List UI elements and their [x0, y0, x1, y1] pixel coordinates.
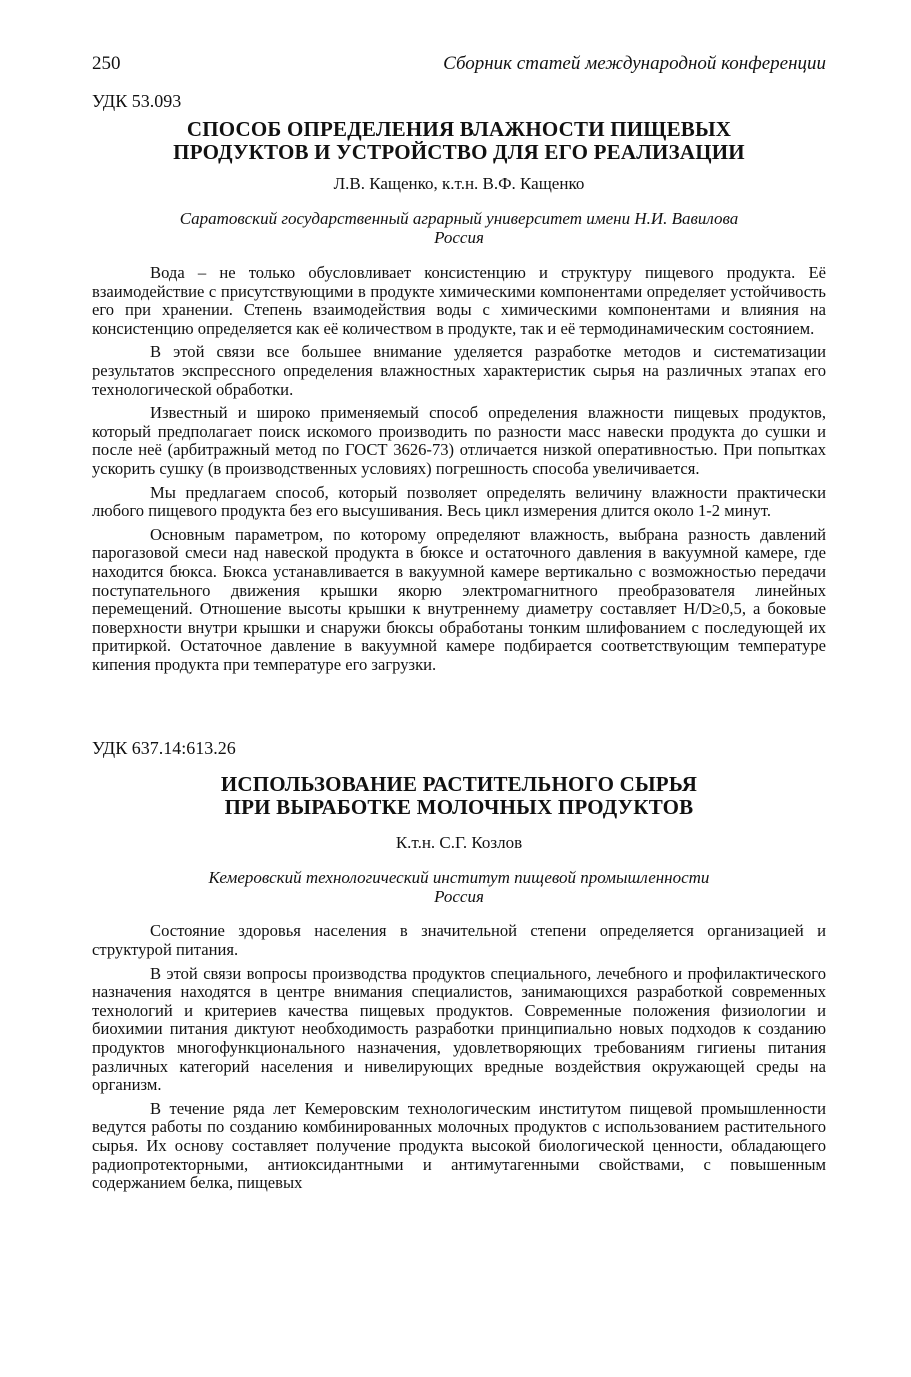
- authors: Л.В. Кащенко, к.т.н. В.Ф. Кащенко: [333, 174, 585, 193]
- affiliation-country: Россия: [434, 887, 484, 907]
- collection-title: Сборник статей международной конференции: [443, 53, 826, 74]
- running-head: [92, 52, 826, 76]
- paragraph: Известный и широко применяемый способ определения влажности пищевых продуктов, который предполагает поиск искомого производить по разности масс навески продукта до сушки и после неё (арбитражный метод по ГОСТ 3626-73) отличается низкой оперативностью. При попытках ускорить сушку (в производственных условиях) погрешность способа увеличивается.: [92, 403, 826, 478]
- article-separator: [92, 679, 826, 737]
- udc-code: УДК 637.14:613.26: [92, 738, 236, 759]
- article-title-line: ПРОДУКТОВ И УСТРОЙСТВО ДЛЯ ЕГО РЕАЛИЗАЦИИ: [173, 140, 745, 164]
- affiliation: [92, 209, 826, 247]
- article-title-line: СПОСОБ ОПРЕДЕЛЕНИЯ ВЛАЖНОСТИ ПИЩЕВЫХ: [186, 117, 732, 141]
- article-title-line: ИСПОЛЬЗОВАНИЕ РАСТИТЕЛЬНОГО СЫРЬЯ: [220, 772, 698, 797]
- article-title-line: ПРИ ВЫРАБОТКЕ МОЛОЧНЫХ ПРОДУКТОВ: [224, 795, 694, 820]
- udc-code: УДК 53.093: [92, 91, 182, 111]
- paragraph: Мы предлагаем способ, который позволяет определять величину влажности практически любого пищевого продукта без его высушивания. Весь цикл измерения длится около 1-2 минут.: [92, 482, 826, 521]
- article-1: [92, 90, 826, 674]
- affiliation: [92, 868, 826, 906]
- affiliation-line: Кемеровский технологический институт пищевой промышленности: [208, 868, 710, 888]
- article-body: [92, 922, 826, 1192]
- article-2: [92, 737, 826, 1192]
- paragraph: В течение ряда лет Кемеровским технологическим институтом пищевой промышленности ведутся работы по созданию комбинированных молочных продуктов с использованием растительного сырья. Их основу составляет получение продукта высокой биологической ценности, обладающего радиопротекторными, антиоксидантными и антимутагенными свойствами, с повышенным содержанием белка, пищевых: [92, 1098, 826, 1193]
- article-body: [92, 264, 826, 674]
- article-title: [92, 118, 826, 164]
- article-title: [92, 773, 826, 819]
- paragraph: Вода – не только обусловливает консистенцию и структуру пищевого продукта. Её взаимодействие с присутствующими в продукте химическими компонентами определяет устойчивость его при хранении. Степень взаимодействия воды с химическими компонентами и влияния на консистенцию определяется как её количеством в продукте, так и её термодинамическим состоянием.: [92, 263, 826, 338]
- affiliation-line: Саратовский государственный аграрный университет имени Н.И. Вавилова: [179, 209, 739, 228]
- affiliation-country: Россия: [434, 228, 484, 247]
- paragraph: В этой связи все большее внимание уделяется разработке методов и систематизации результатов экспрессного определения влажностных характеристик сырья на различных этапах его технологической обработки.: [92, 342, 826, 399]
- authors: К.т.н. С.Г. Козлов: [395, 833, 523, 853]
- page-number: 250: [92, 53, 121, 74]
- page: [92, 52, 826, 1198]
- paragraph: В этой связи вопросы производства продуктов специального, лечебного и профилактического назначения находятся в центре внимания специалистов, занимающихся разработкой современных технологий и критериев качества пищевых продуктов. Современные положения физиологии и биохимии питания диктуют необходимость разработки принципиально новых подходов к созданию продуктов многофункционального назначения, удовлетворяющих требованиям гигиены питания различных категорий населения и нивелирующих вредные воздействия окружающей среды на организм.: [92, 963, 826, 1095]
- paragraph: Основным параметром, по которому определяют влажность, выбрана разность давлений парогазовой смеси над навеской продукта в бюксе и остаточного давления в вакуумной камере, где находится бюкса. Бюкса устанавливается в вакуумной камере вертикально с возможностью передачи поступательного движения крышки якорю электромагнитного преобразователя линейных перемещений. Отношение высоты крышки к внутреннему диаметру составляет H/D≥0,5, а боковые поверхности внутри крышки и снаружи бюксы обработаны тонким шлифованием с последующей их притиркой. Остаточное давление в вакуумной камере подбирается соответствующим температуре кипения продукта при температуре его загрузки.: [92, 524, 826, 674]
- paragraph: Состояние здоровья населения в значительной степени определяется организацией и структурой питания.: [92, 921, 826, 960]
